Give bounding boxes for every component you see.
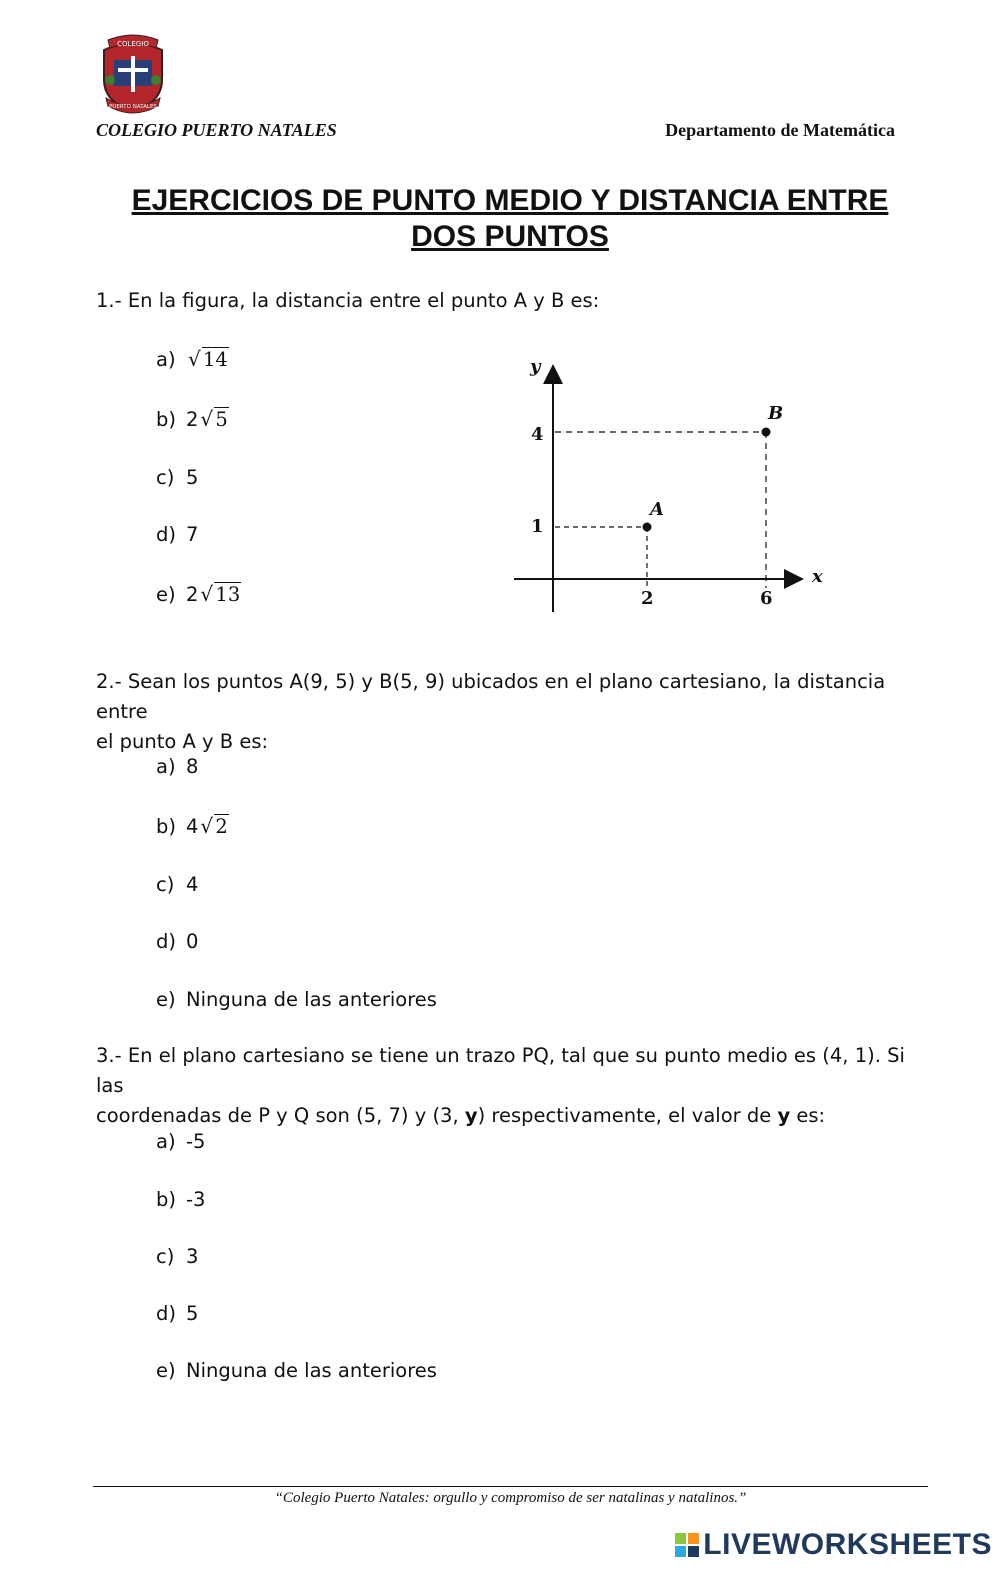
q3-option-c[interactable]: c) 3 — [156, 1245, 199, 1268]
logo-text-top: COLEGIO — [117, 40, 149, 48]
q2-option-e[interactable]: e) Ninguna de las anteriores — [156, 988, 437, 1011]
school-logo — [98, 34, 168, 116]
brand-text: LIVEWORKSHEETS — [703, 1528, 992, 1561]
sqrt-symbol: √ 2 — [200, 814, 228, 840]
footer-divider — [93, 1486, 928, 1487]
q2-option-c[interactable]: c) 4 — [156, 873, 199, 896]
q1-option-d[interactable]: d) 7 — [156, 523, 199, 546]
x-tick-6: 6 — [760, 588, 773, 609]
x-tick-2: 2 — [641, 588, 654, 609]
title-line-2: DOS PUNTOS — [411, 220, 609, 253]
y-axis-label: y — [530, 356, 541, 377]
x-axis-label: x — [812, 566, 823, 587]
q3-option-e[interactable]: e) Ninguna de las anteriores — [156, 1359, 437, 1382]
title-line-1: EJERCICIOS DE PUNTO MEDIO Y DISTANCIA ENTRE — [131, 184, 889, 217]
question-3-text — [96, 1041, 916, 1131]
q1-option-a[interactable]: a)√ 14 — [156, 347, 229, 373]
q3-option-a[interactable]: a) -5 — [156, 1130, 206, 1153]
question-3-line-1: 3.- En el plano cartesiano se tiene un trazo PQ, tal que su punto medio es (4, 1). Si las — [96, 1044, 905, 1097]
point-a-label: A — [650, 499, 664, 520]
sqrt-symbol: √ 13 — [200, 582, 241, 608]
cartesian-figure — [500, 348, 840, 618]
q1-option-c[interactable]: c) 5 — [156, 466, 199, 489]
q2-option-d[interactable]: d) 0 — [156, 930, 199, 953]
logo-text-bottom: PUERTO NATALES — [109, 104, 157, 110]
q3-option-b[interactable]: b) -3 — [156, 1188, 206, 1211]
question-3-line-2: coordenadas de P y Q son (5, 7) y (3, y) respectivamente, el valor de y es: — [96, 1104, 826, 1127]
department-name: Departamento de Matemática — [665, 120, 895, 140]
point-b — [762, 428, 771, 437]
page-title — [100, 183, 920, 255]
point-b-label: B — [768, 403, 784, 424]
question-1-text: 1.- En la figura, la distancia entre el punto A y B es: — [96, 289, 600, 312]
q2-option-b[interactable]: b) 4√ 2 — [156, 814, 229, 840]
school-name: COLEGIO PUERTO NATALES — [96, 120, 337, 140]
question-2-line-2: el punto A y B es: — [96, 730, 269, 753]
y-tick-4: 4 — [531, 424, 544, 445]
liveworksheets-brand[interactable] — [675, 1528, 992, 1562]
footer-motto: “Colegio Puerto Natales: orgullo y compromiso de ser natalinas y natalinos.” — [274, 1490, 747, 1506]
q3-option-d[interactable]: d) 5 — [156, 1302, 199, 1325]
q2-option-a[interactable]: a) 8 — [156, 755, 199, 778]
question-2-text — [96, 667, 916, 757]
question-2-line-1: 2.- Sean los puntos A(9, 5) y B(5, 9) ubicados en el plano cartesiano, la distancia entre — [96, 670, 886, 723]
liveworksheets-logo-icon — [675, 1533, 699, 1557]
y-tick-1: 1 — [531, 516, 544, 537]
sqrt-symbol: √ 14 — [188, 347, 229, 373]
q1-option-b[interactable]: b) 2√ 5 — [156, 407, 229, 433]
sqrt-symbol: √ 5 — [200, 407, 228, 433]
point-a — [643, 523, 652, 532]
q1-option-e[interactable]: e) 2√ 13 — [156, 582, 241, 608]
